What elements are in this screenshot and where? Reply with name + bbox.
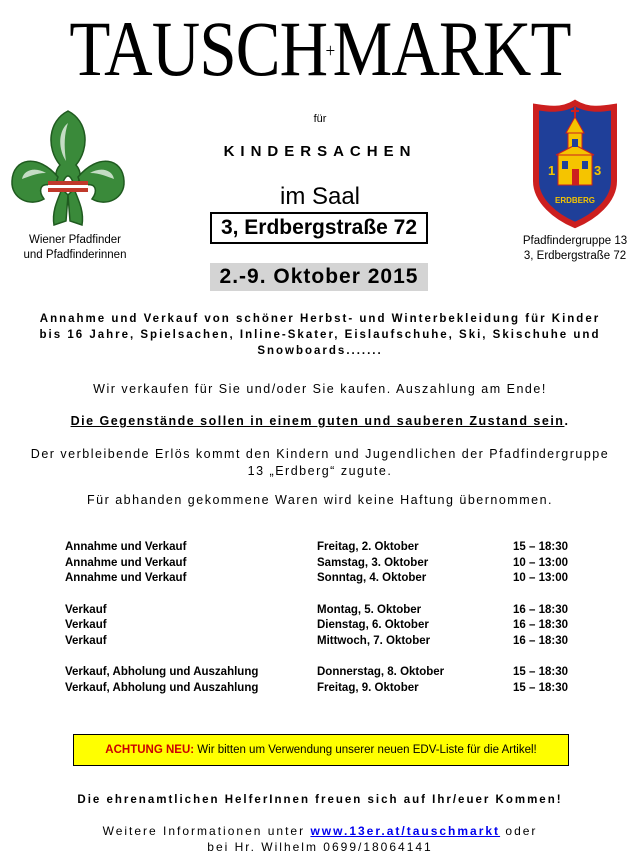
schedule-time: 15 – 18:30 bbox=[513, 541, 568, 553]
address-box: 3, Erdbergstraße 72 bbox=[210, 212, 428, 244]
title-plus: + bbox=[325, 40, 335, 63]
schedule-time: 15 – 18:30 bbox=[513, 666, 568, 678]
schedule-day: Montag, 5. Oktober bbox=[317, 603, 422, 616]
schedule-day: Freitag, 9. Oktober bbox=[317, 681, 419, 694]
schedule-time: 10 – 13:00 bbox=[513, 556, 568, 569]
schedule-row bbox=[65, 557, 585, 573]
page-title bbox=[45, 6, 595, 100]
right-caption-line2: 3, Erdbergstraße 72 bbox=[523, 250, 627, 262]
fuer-text: für bbox=[313, 113, 327, 125]
schedule-activity: Annahme und Verkauf bbox=[65, 572, 187, 584]
helpers-text: Die ehrenamtlichen HelferInnen freuen sich auf Ihr/euer Kommen! bbox=[77, 794, 563, 806]
schedule-activity: Verkauf, Abholung und Auszahlung bbox=[65, 681, 259, 694]
schedule-row bbox=[65, 604, 585, 620]
paragraph-sell-buy: Wir verkaufen für Sie und/oder Sie kaufen. Auszahlung am Ende! bbox=[93, 382, 547, 396]
schedule-activity: Verkauf bbox=[65, 619, 107, 631]
info-line2: bei Hr. Wilhelm 0699/18064141 bbox=[207, 840, 433, 854]
notice-label: ACHTUNG NEU: bbox=[105, 744, 195, 756]
right-logo-caption bbox=[510, 234, 640, 264]
subtitle: KINDERSACHEN bbox=[223, 143, 417, 160]
location-text: im Saal bbox=[279, 183, 361, 210]
schedule-day: Dienstag, 6. Oktober bbox=[317, 619, 429, 631]
left-caption-line1: Wiener Pfadfinder bbox=[28, 234, 122, 246]
schedule-activity: Annahme und Verkauf bbox=[65, 541, 187, 553]
schedule-time: 10 – 13:00 bbox=[513, 572, 568, 584]
schedule-row bbox=[65, 572, 585, 588]
paragraph-condition bbox=[20, 413, 620, 430]
info-suffix: oder bbox=[500, 824, 538, 838]
website-link[interactable]: www.13er.at/tauschmarkt bbox=[310, 824, 501, 838]
left-caption-line2: und Pfadfinderinnen bbox=[23, 249, 127, 261]
schedule-row bbox=[65, 635, 585, 651]
schedule-time: 16 – 18:30 bbox=[513, 619, 568, 631]
schedule-day: Sonntag, 4. Oktober bbox=[317, 572, 427, 584]
left-logo-caption bbox=[10, 233, 140, 263]
schedule-activity: Annahme und Verkauf bbox=[65, 556, 187, 569]
info-line1 bbox=[0, 823, 640, 839]
schedule-activity: Verkauf bbox=[65, 634, 107, 647]
schedule-time: 16 – 18:30 bbox=[513, 603, 568, 616]
group13-badge-logo bbox=[528, 97, 622, 229]
schedule-row bbox=[65, 666, 585, 682]
schedule-day: Freitag, 2. Oktober bbox=[317, 541, 419, 553]
right-caption-line1: Pfadfindergruppe 13 bbox=[522, 235, 628, 247]
notice-text: Wir bitten um Verwendung unserer neuen EDV-Liste für die Artikel! bbox=[194, 744, 537, 756]
info-block bbox=[0, 823, 640, 855]
schedule-row bbox=[65, 682, 585, 698]
badge-erdberg-text: ERDBERG bbox=[554, 196, 596, 205]
info-prefix: Weitere Informationen unter bbox=[102, 824, 311, 838]
paragraph-liability: Für abhanden gekommene Waren wird keine Haftung übernommen. bbox=[86, 493, 554, 507]
schedule-row bbox=[65, 541, 585, 557]
badge-number-right: 3 bbox=[594, 163, 602, 178]
schedule-time: 16 – 18:30 bbox=[513, 634, 568, 647]
schedule-activity: Verkauf bbox=[65, 603, 107, 616]
schedule-day: Donnerstag, 8. Oktober bbox=[317, 666, 445, 678]
schedule-day: Mittwoch, 7. Oktober bbox=[317, 634, 431, 647]
title-tausch: TAUSCH bbox=[69, 5, 328, 92]
schedule-table bbox=[65, 541, 585, 697]
scout-fleur-de-lis-logo bbox=[8, 103, 128, 228]
date-box: 2.-9. Oktober 2015 bbox=[210, 263, 428, 291]
schedule-day: Samstag, 3. Oktober bbox=[317, 556, 429, 569]
schedule-activity: Verkauf, Abholung und Auszahlung bbox=[65, 666, 259, 678]
schedule-row bbox=[65, 619, 585, 635]
intro-text: Annahme und Verkauf von schöner Herbst- und Winterbekleidung für Kinder bis 16 Jahre, Spielsachen, Inline-Skater, Eislaufschuhe, Ski, Skischuhe und Snowboards....... bbox=[39, 313, 601, 357]
schedule-time: 15 – 18:30 bbox=[513, 681, 568, 694]
badge-number-left: 1 bbox=[548, 163, 556, 178]
title-markt: MARKT bbox=[332, 5, 571, 92]
condition-text: Die Gegenstände sollen in einem guten und sauberen Zustand sein bbox=[70, 414, 565, 428]
notice-box bbox=[73, 734, 569, 766]
condition-period: . bbox=[564, 414, 570, 428]
paragraph-proceeds: Der verbleibende Erlös kommt den Kindern und Jugendlichen der Pfadfindergruppe 13 „Erdberg“ zugute. bbox=[30, 447, 610, 478]
